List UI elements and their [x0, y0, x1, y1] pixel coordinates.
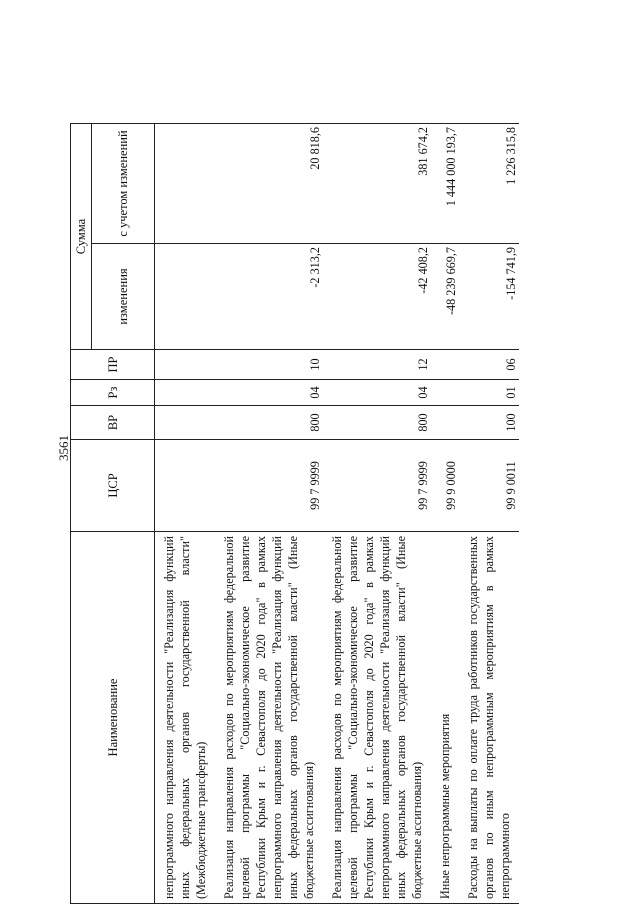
row-change: -48 239 669,7 [431, 244, 459, 350]
row-name: Реализация направления расходов по мероприятиям федеральной целевой программы "Социально-экономическое развитие Республики Крым и г. Севастополя до 2020 года" в рамках непрограммного направления деятельности "Реализация функций иных федеральных органов государственной власти" (Иные бюджетные ассигнования) [215, 532, 323, 904]
row-name: Расходы на выплаты по оплате труда работников государственных органов по иным непрограммным мероприятиям в рамках непрограммного [459, 532, 519, 904]
row-change: -42 408,2 [323, 244, 431, 350]
row-vr: 800 [215, 406, 323, 440]
row-total: 1 444 000 193,7 [431, 124, 459, 244]
header-pr: ПР [71, 350, 155, 380]
row-vr: 100 [459, 406, 519, 440]
header-sum: Сумма [71, 124, 92, 350]
row-total: 20 818,6 [215, 124, 323, 244]
row-csr: 99 7 9999 [323, 440, 431, 532]
row-csr: 99 9 0011 [459, 440, 519, 532]
budget-table [70, 123, 519, 904]
row-vr [431, 406, 459, 440]
table-row [323, 124, 431, 904]
header-vr: ВР [71, 406, 155, 440]
row-rz: 04 [215, 380, 323, 406]
table-row [431, 124, 459, 904]
row-pr: 06 [459, 350, 519, 380]
table-row [155, 124, 216, 904]
row-name: Реализация направления расходов по мероприятиям федеральной целевой программы "Социально-экономическое развитие Республики Крым и г. Севастополя до 2020 года" в рамках непрограммного направления деятельности "Реализация функций иных федеральных органов государственной власти" (Иные бюджетные ассигнования) [323, 532, 431, 904]
row-total: 381 674,2 [323, 124, 431, 244]
row-pr [431, 350, 459, 380]
row-vr: 800 [323, 406, 431, 440]
row-name: непрограммного направления деятельности "Реализация функций иных федеральных органов государственной власти" (Межбюджетные трансферты) [155, 532, 216, 904]
row-total: 1 226 315,8 [459, 124, 519, 244]
table-row [215, 124, 323, 904]
row-change: -154 741,9 [459, 244, 519, 350]
row-rz [155, 380, 216, 406]
row-rz: 01 [459, 380, 519, 406]
row-csr [155, 440, 216, 532]
row-pr: 10 [215, 350, 323, 380]
header-rz: Рз [71, 380, 155, 406]
page-number: 3561 [56, 435, 71, 461]
row-change [155, 244, 216, 350]
row-rz: 04 [323, 380, 431, 406]
table-row [459, 124, 519, 904]
budget-table-rotated [70, 124, 590, 904]
row-rz [431, 380, 459, 406]
header-name: Наименование [71, 532, 155, 904]
row-pr: 12 [323, 350, 431, 380]
row-pr [155, 350, 216, 380]
row-vr [155, 406, 216, 440]
header-csr: ЦСР [71, 440, 155, 532]
row-name: Иные непрограммные мероприятия [431, 532, 459, 904]
header-changes: изменения [92, 244, 155, 350]
row-change: -2 313,2 [215, 244, 323, 350]
row-csr: 99 7 9999 [215, 440, 323, 532]
row-total [155, 124, 216, 244]
header-with-changes: с учетом изменений [92, 124, 155, 244]
row-csr: 99 9 0000 [431, 440, 459, 532]
